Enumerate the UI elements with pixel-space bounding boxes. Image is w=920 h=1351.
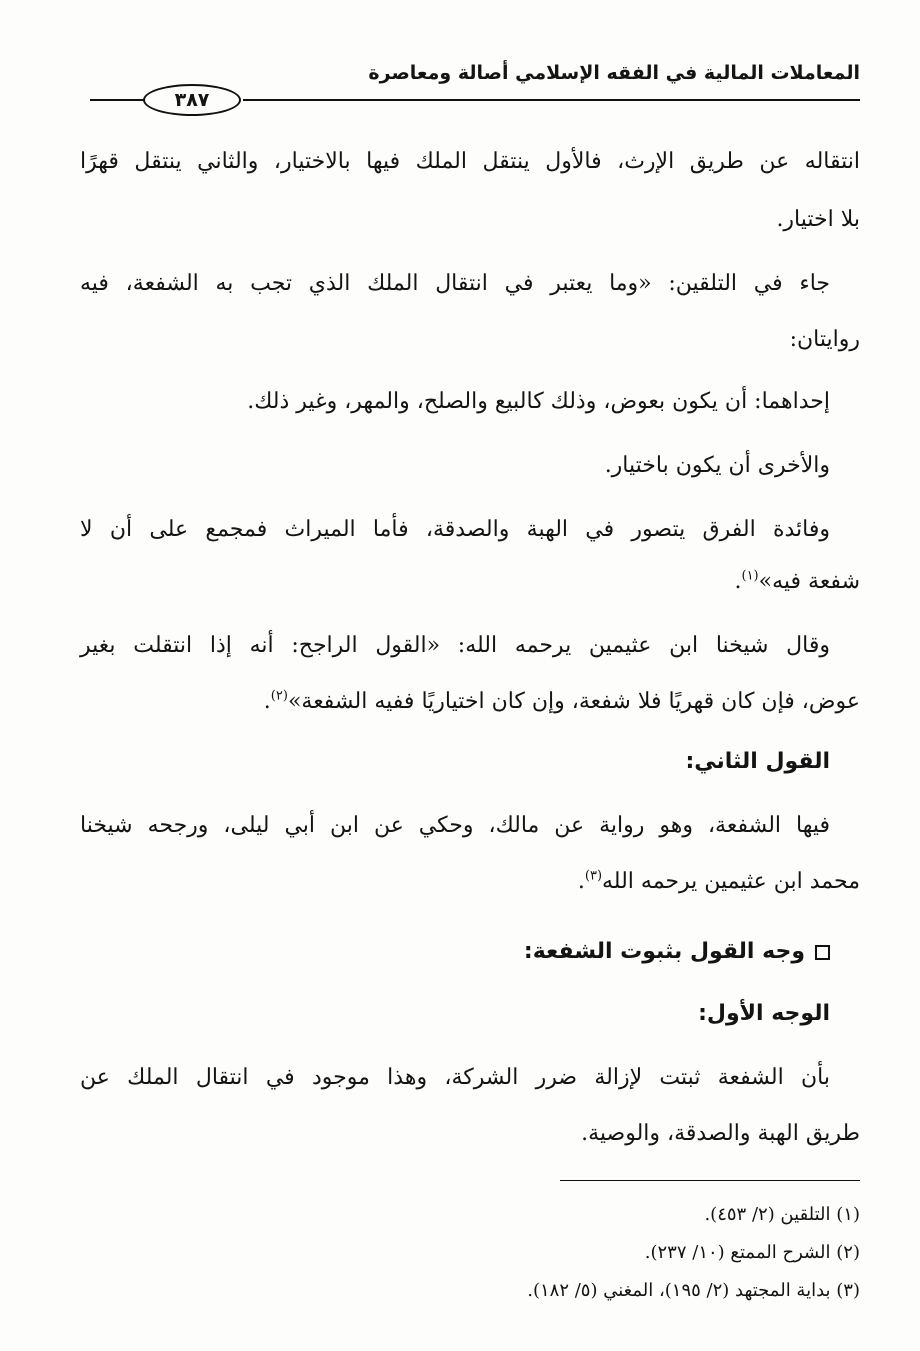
body-text: . [577,869,585,894]
body-text: شفعة فيه» [758,569,860,594]
body-line: طريق الهبة والصدقة، والوصية. [581,1121,860,1146]
body-line [80,562,860,602]
body-line: وفائدة الفرق يتصور في الهبة والصدقة، فأما الميراث فمجمع على أن لا [80,517,830,542]
header-rule-left [90,99,145,101]
section-heading [80,932,830,972]
body-text: . [263,689,271,714]
body-line [80,862,860,902]
body-text: عوض، فإن كان قهريًا فلا شفعة، وإن كان اختياريًا ففيه الشفعة» [287,689,860,714]
footnote-separator [560,1180,860,1181]
body-line: والأخرى أن يكون باختيار. [604,453,830,478]
footnote-ref: (٣) [584,868,603,884]
section-heading: القول الثاني: [685,749,830,774]
body-text: . [734,569,742,594]
body-line: فيها الشفعة، وهو رواية عن مالك، وحكي عن ابن أبي ليلى، ورجحه شيخنا [80,813,830,838]
body-line: انتقاله عن طريق الإرث، فالأول ينتقل الملك فيها بالاختيار، والثاني ينتقل قهرًا [80,149,860,174]
body-line: جاء في التلقين: «وما يعتبر في انتقال الملك الذي تجب به الشفعة، فيه [80,271,830,296]
footnote-ref: (٢) [270,688,288,704]
header-rule-right [243,99,860,101]
body-line [80,682,860,722]
footnote-ref: (١) [741,568,759,584]
footnote: (٢) الشرح الممتع (١٠/ ٢٣٧). [644,1242,860,1263]
sub-heading: الوجه الأول: [698,1001,830,1026]
body-line: بأن الشفعة ثبتت لإزالة ضرر الشركة، وهذا موجود في انتقال الملك عن [80,1065,830,1090]
checkbox-icon [815,945,830,960]
body-line: روايتان: [789,327,860,352]
body-line: إحداهما: أن يكون بعوض، وذلك كالبيع والصلح، والمهر، وغير ذلك. [247,389,830,414]
body-line: بلا اختيار. [776,207,860,232]
page-number: ٣٨٧ [143,84,241,116]
footnote: (١) التلقين (٢/ ٤٥٣). [704,1204,860,1225]
heading-text: وجه القول بثبوت الشفعة: [523,939,805,964]
body-text: محمد ابن عثيمين يرحمه الله [602,869,860,894]
running-header-title: المعاملات المالية في الفقه الإسلامي أصالة ومعاصرة [368,62,860,84]
body-line: وقال شيخنا ابن عثيمين يرحمه الله: «القول الراجح: أنه إذا انتقلت بغير [80,633,830,658]
footnote: (٣) بداية المجتهد (٢/ ١٩٥)، المغني (٥/ ١٨٢). [527,1280,860,1301]
